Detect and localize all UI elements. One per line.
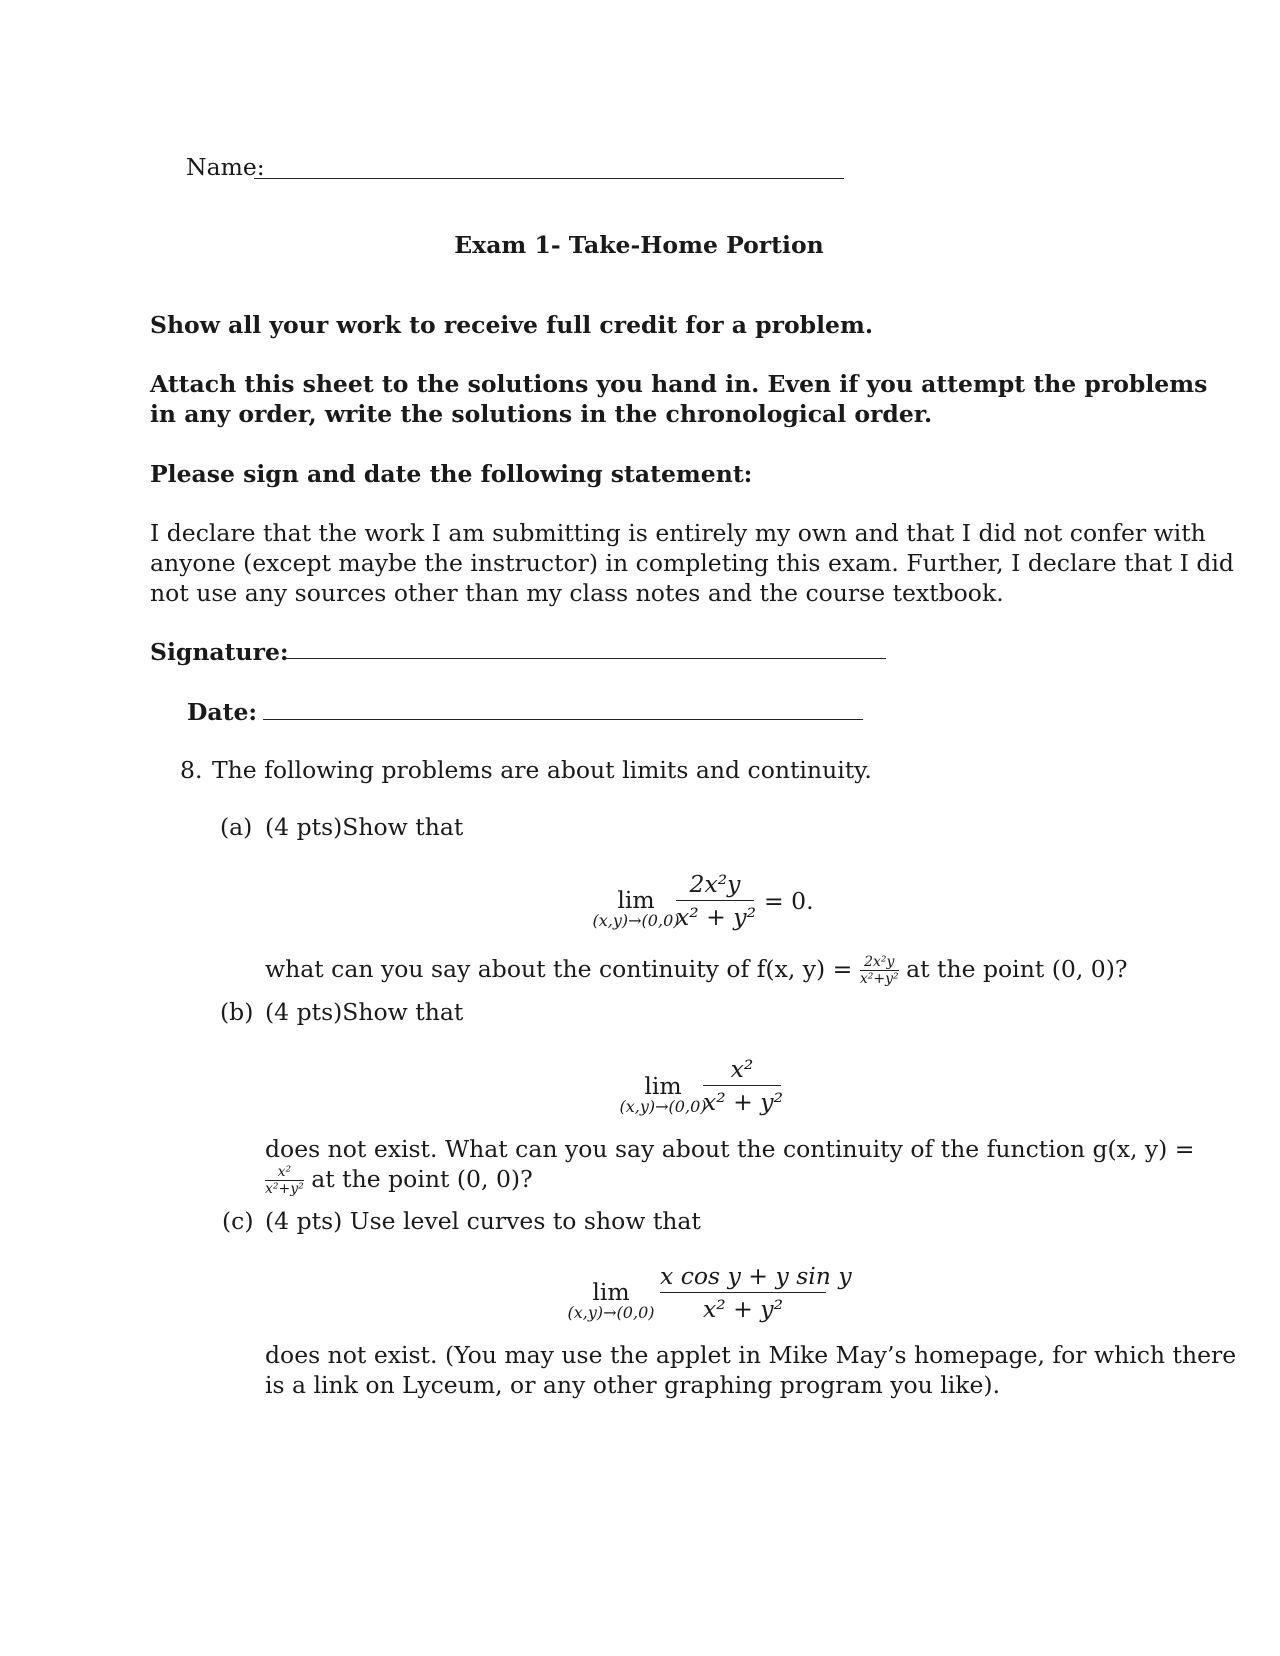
part-b-label: (b) <box>220 998 254 1026</box>
name-line[interactable] <box>254 178 844 179</box>
part-a-question <box>265 954 1128 986</box>
part-c-fraction <box>660 1262 852 1323</box>
declaration-line-3: not use any sources other than my class notes and the course textbook. <box>150 579 1004 607</box>
instruction-work: Show all your work to receive full credit for a problem. <box>150 311 874 339</box>
part-b-fraction <box>703 1055 784 1116</box>
part-a-equals: = 0. <box>764 887 814 915</box>
fraction-denominator: x² + y² <box>703 1088 784 1116</box>
instruction-attach-2: in any order, write the solutions in the chronological order. <box>150 400 933 428</box>
part-c-label: (c) <box>222 1207 254 1235</box>
part-b-text-2 <box>265 1164 533 1196</box>
part-a-prompt: (4 pts)Show that <box>265 813 464 841</box>
title-text: Exam 1- Take-Home Portion <box>454 231 824 259</box>
inline-numerator: x² <box>277 1164 292 1180</box>
part-c-prompt: (4 pts) Use level curves to show that <box>265 1207 701 1235</box>
date-label: Date: <box>187 698 258 726</box>
date-line[interactable] <box>263 719 863 720</box>
lim-word: lim <box>644 1072 682 1100</box>
fraction-bar <box>703 1085 781 1086</box>
inline-denominator: x²+y² <box>859 971 899 987</box>
page-title <box>0 230 1280 260</box>
fraction-numerator: x cos y + y sin y <box>660 1262 852 1290</box>
fraction-bar <box>676 900 754 901</box>
signature-line[interactable] <box>286 658 886 659</box>
question-text: what can you say about the continuity of f(x, y) = <box>265 955 853 983</box>
lim-word: lim <box>617 886 655 914</box>
declaration-line-1: I declare that the work I am submitting is entirely my own and that I did not confer with <box>150 519 1206 547</box>
instruction-sign: Please sign and date the following statement: <box>150 460 753 488</box>
question-tail: at the point (0, 0)? <box>906 955 1128 983</box>
fraction-numerator: x² <box>730 1055 754 1083</box>
lim-subscript: (x,y)→(0,0) <box>619 1097 707 1116</box>
fraction-bar <box>660 1292 826 1293</box>
lim-subscript: (x,y)→(0,0) <box>592 911 680 930</box>
inline-numerator: 2x²y <box>864 954 895 970</box>
inline-fraction <box>265 1165 304 1196</box>
problem-intro: The following problems are about limits and continuity. <box>212 756 872 784</box>
part-b-text-1: does not exist. What can you say about the continuity of the function g(x, y) = <box>265 1135 1195 1163</box>
fraction-numerator: 2x²y <box>689 870 741 898</box>
declaration-line-2: anyone (except maybe the instructor) in completing this exam. Further, I declare that I did <box>150 549 1234 577</box>
part-a-label: (a) <box>220 813 253 841</box>
instruction-attach-1: Attach this sheet to the solutions you hand in. Even if you attempt the problems <box>150 370 1208 398</box>
inline-denominator: x²+y² <box>265 1181 304 1197</box>
part-b-prompt: (4 pts)Show that <box>265 998 464 1026</box>
inline-fraction <box>860 955 899 986</box>
problem-number: 8. <box>180 756 203 784</box>
lim-word: lim <box>592 1278 630 1306</box>
fraction-denominator: x² + y² <box>676 903 757 931</box>
part-a-fraction <box>676 870 757 931</box>
name-label: Name: <box>186 153 265 181</box>
lim-subscript: (x,y)→(0,0) <box>567 1303 655 1322</box>
part-c-limit <box>561 1280 661 1322</box>
signature-label: Signature: <box>150 638 289 666</box>
part-c-text-1: does not exist. (You may use the applet in Mike May’s homepage, for which there <box>265 1341 1237 1369</box>
part-c-text-2: is a link on Lyceum, or any other graphing program you like). <box>265 1371 1001 1399</box>
question-tail: at the point (0, 0)? <box>311 1165 533 1193</box>
fraction-denominator: x² + y² <box>702 1295 783 1323</box>
